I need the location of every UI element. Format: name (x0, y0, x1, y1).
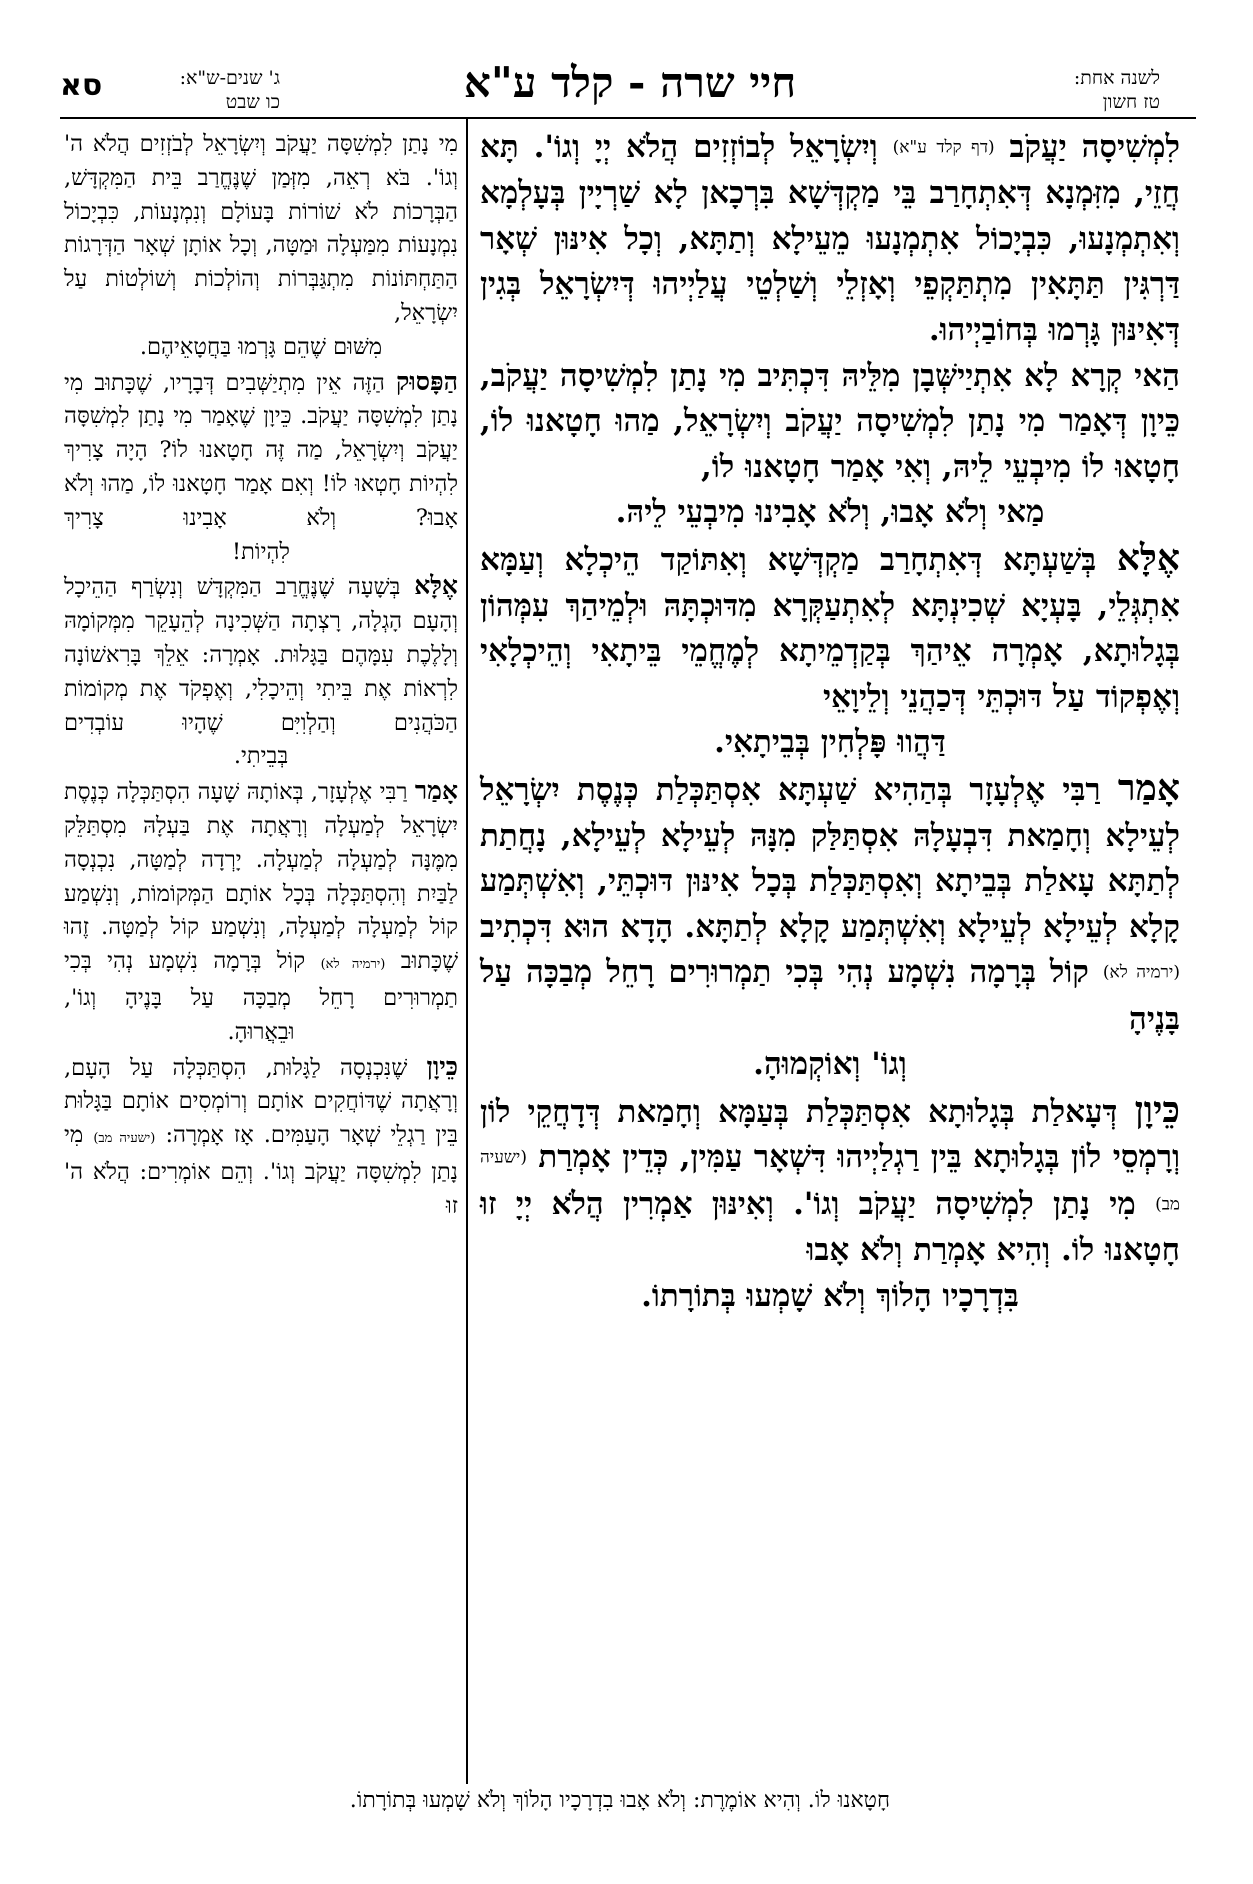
main-p4-end: וְגוֹ' וְאוֹקְמוּהָ. (753, 1046, 907, 1083)
page-title: חיי שרה - קלד ע"א (463, 58, 797, 107)
main-p5-end: בִּדְרָכָיו הָלוֹךְ וְלֹא שָׁמְעוּ בְּתוֹרָתוֹ. (641, 1277, 1019, 1314)
commentary-yirmeyah-reference: (ירמיה לא) (320, 957, 386, 973)
commentary-c4-lead: אָמַר (414, 776, 458, 806)
main-p5-text: דְּעָאלַת בְּגָלוּתָא אִסְתַּכְּלַת בְּעַמָּא וְחָמַאת דְּדָחֲקֵי לוֹן וְרָמְסֵי לוֹן בְּגָלוּתָא בֵּין רַגְלַיְיהוּ דִּשְׁאָר עַמִּין, כְּדֵין אָמְרַת (480, 1093, 1180, 1176)
main-paragraph-2 (480, 354, 1180, 491)
main-paragraph-4 (480, 766, 1180, 1042)
commentary-paragraph-2 (64, 365, 458, 536)
main-p4-lead: אָמַר (1117, 767, 1181, 810)
schedule-right (970, 66, 1160, 114)
schedule-left-line2: כו שבט (225, 91, 280, 113)
main-p3-end: דַּהֲווּ פָּלְחִין בְּבֵיתָאִי. (714, 724, 946, 761)
schedule-left-line1: ג' שנים-ש"א: (179, 67, 280, 89)
commentary-c5-lead: כֵּיוָן (426, 1051, 458, 1081)
schedule-left (140, 66, 280, 114)
commentary-paragraph-4 (64, 774, 458, 1016)
main-p5-lead: כֵּיוָן (1134, 1088, 1180, 1131)
commentary-c1-end: מִשּׁוּם שֶׁהֵם גָּרְמוּ בַּחֲטָאֵיהֶם. (139, 333, 383, 360)
commentary-paragraph-5 (64, 1050, 458, 1224)
commentary-footer-line: חָטָאנוּ לוֹ. וְהִיא אוֹמֶרֶת: וְלֹא אָבוּ בִדְרָכָיו הָלוֹךְ וְלֹא שָׁמְעוּ בְּתוֹרָתוֹ. (349, 1788, 890, 1813)
schedule-right-line2: טז חשון (1102, 91, 1160, 113)
commentary-c4-end: וּבֵאֲרוּהָ. (227, 1018, 295, 1045)
main-p2-end: מַאי וְלֹא אָבוּ, וְלֹא אָבִינוּ מִיבְעֵי לֵיהּ. (615, 494, 1045, 531)
commentary-c1-text: מִי נָתַן לִמְשִׁסָּה יַעֲקֹב וְיִשְׂרָאֵל לְבֹזְזִים הֲלֹא ה' וְגוֹ'. בֹּא רְאֵה, מִזְּמַן שֶׁנֶּחֱרַב בֵּית הַמִּקְדָּשׁ, הַבְּרָכוֹת לֹא שׁוֹרוֹת בָּעוֹלָם וְנִמְנָעוֹת, כִּבְיָכוֹל נִמְנָעוֹת מִמַּעְלָה וּמַטָּה, וְכָל אוֹתָן שְׁאָר הַדְּרָגוֹת הַתַּחְתּוֹנוֹת מִתְגַּבְּרוֹת וְהוֹלְכוֹת וְשׁוֹלְטוֹת עַל יִשְׂרָאֵל, (64, 131, 458, 326)
commentary-paragraph-3 (64, 569, 458, 740)
header-rule (60, 117, 1196, 119)
main-paragraph-1 (480, 125, 1180, 354)
main-paragraph-3 (480, 536, 1180, 720)
main-paragraph-5 (480, 1088, 1180, 1274)
commentary-column (64, 128, 458, 1224)
commentary-c3-lead: אֶלָּא (414, 571, 458, 601)
commentary-c5-quote: מִי נָתַן לִמְשִׁסָּה יַעֲקֹב וְגוֹ'. וְהֵם אוֹמְרִים: הֲלֹא ה' זוּ (64, 1122, 458, 1219)
main-p1-text: וְיִשְׂרָאֵל לְבוֹזְזִים הֲלֹא יְיָ וְגוֹ'. תָּא חֲזֵי, מִזִּמְנָא דְּאִתְחָרַב בֵּי מַקְדְּשָׁא בִּרְכָאן לָא שַׁרְיָין בְּעָלְמָא וְאִתְמְנָעוּ, כִּבְיָכוֹל אִתְמְנָעוּ מֵעֵילָא וְתַתָּא, וְכָל אִינּוּן שְׁאָר דַּרְגִּין תַּתָּאִין מִתְתַּקְפֵי וְאָזְלֵי וְשַׁלְטֵי עֲלַיְיהוּ דְּיִשְׂרָאֵל בְּגִין דְּאִינּוּן גָּרְמוּ בְּחוֹבַיְיהוּ. (480, 129, 1180, 349)
schedule-right-line1: לשנה אחת: (1073, 67, 1160, 89)
commentary-c2-text: הַזֶּה אֵין מִתְיַשְּׁבִים דְּבָרָיו, שֶׁכָּתוּב מִי נָתַן לִמְשִׁסָּה יַעֲקֹב. כֵּיוָן שֶׁאָמַר מִי נָתַן לִמְשִׁסָּה יַעֲקֹב וְיִשְׂרָאֵל, מַה זֶּה חָטָאנוּ לוֹ? הָיָה צָרִיךְ לִהְיוֹת חָטְאוּ לוֹ! וְאִם אָמַר חָטָאנוּ לוֹ, מַהוּ וְלֹא אָבוּ? וְלֹא אָבִינוּ צָרִיךְ (64, 369, 458, 531)
main-p2-text: הַאי קְרָא לָא אִתְיַישְּׁבָן מִלֵּיהּ דִּכְתִּיב מִי נָתַן לִמְשִׁיסָה יַעֲקֹב, כֵּיוָן דְּאָמַר מִי נָתַן לִמְשִׁיסָה יַעֲקֹב וְיִשְׂרָאֵל, מַהוּ חָטָאנוּ לוֹ, חָטָאוּ לוֹ מִיבְעֵי לֵיהּ, וְאִי אָמַר חָטָאנוּ לוֹ, (480, 357, 1180, 485)
commentary-c3-end: בְּבֵיתִי. (233, 743, 289, 770)
column-divider (466, 119, 468, 1784)
commentary-c2-lead: הַפָּסוּק (396, 366, 458, 396)
main-p5-quote: מִי נָתַן לִמְשִׁיסָה יַעֲקֹב וְגוֹ'. וְאִינּוּן אַמְרִין הֲלֹא יְיָ זוּ חָטָאנוּ לוֹ. וְהִיא אָמְרַת וְלֹא אָבוּ (480, 1185, 1180, 1269)
main-p4-quote: קוֹל בְּרָמָה נִשְׁמָע נְהִי בְּכִי תַמְרוּרִים רָחֵל מְבַכָּה עַל בָּנֶיהָ (480, 954, 1180, 1037)
yirmeyah-reference: (ירמיה לא) (1102, 963, 1180, 984)
main-p3-text: בְּשַׁעְתָּא דְּאִתְחָרַב מַקְדְּשָׁא וְאִתּוֹקַד הֵיכְלָא וְעַמָּא אִתְגְּלֵי, בָּעְיָא שְׁכִינְתָּא לְאִתְעַקְּרָא מִדּוּכְתָּהּ וּלְמֵיהַךְ עִמְּהוֹן בְּגָלוּתָא, אָמְרָה אֵיהַךְ בְּקַדְמֵיתָא לְמֶחֱמֵי בֵּיתָאִי וְהֵיכְלָאִי וְאֶפְקוֹד עַל דּוּכְתֵּי דְּכַהֲנֵי וְלֵיוָאֵי (480, 542, 1180, 715)
commentary-c5-text: שֶׁנִּכְנְסָה לַגָּלוּת, הִסְתַּכְּלָה עַל הָעָם, וְרָאֲתָה שֶׁדּוֹחֲקִים אוֹתָם וְרוֹמְסִים אוֹתָם בַּגָּלוּת בֵּין רַגְלֵי שְׁאָר הָעַמִּים. אָז אָמְרָה: (64, 1054, 458, 1149)
main-p1-opening: לִמְשִׁיסָה יַעֲקֹב (1009, 129, 1180, 165)
commentary-c2-end: לִהְיוֹת! (232, 538, 290, 565)
commentary-c3-text: בְּשָׁעָה שֶׁנֶּחֱרַב הַמִּקְדָּשׁ וְנִשְׂרַף הַהֵיכָל וְהָעָם הָגְלָה, רָצְתָה הַשְּׁכִינָה לְהֵעָקֵר מִמְּקוֹמָהּ וְלָלֶכֶת עִמָּהֶם בַּגָּלוּת. אָמְרָה: אֵלֵךְ בָּרִאשׁוֹנָה לִרְאוֹת אֶת בֵּיתִי וְהֵיכָלִי, וְאֶפְקֹד אֶת מְקוֹמוֹת הַכֹּהֲנִים וְהַלְוִיִּם שֶׁהָיוּ עוֹבְדִים (64, 574, 458, 736)
daf-reference: (דף קלד ע"א) (892, 137, 995, 158)
commentary-yeshayah-reference: (ישעיה מב) (93, 1131, 156, 1147)
commentary-c4-quote: קוֹל בְּרָמָה נִשְׁמָע נְהִי בְּכִי תַמְרוּרִים רָחֵל מְבַכָּה עַל בָּנֶיהָ וְגוֹ', (64, 948, 458, 1011)
main-p3-lead: אֶלָּא (1116, 537, 1180, 580)
page-number: סא (60, 68, 103, 103)
yeshayah-reference: (ישעיה מב) (480, 1148, 1180, 1215)
commentary-c4-text: רַבִּי אֶלְעָזָר, בְּאוֹתָהּ שָׁעָה הִסְתַּכְּלָה כְּנֶסֶת יִשְׂרָאֵל לְמַעְלָה וְרָאֲתָה אֶת בַּעְלָהּ מִסְתַּלֵּק מִמֶּנָּה לְמַעְלָה לְמַעְלָה. יָרְדָה לְמַטָּה, נִכְנְסָה לַבַּיִת וְהִסְתַּכְּלָה בְּכָל אוֹתָם הַמְּקוֹמוֹת, וְנִשְׁמַע קוֹל לְמַעְלָה לְמַעְלָה, וְנִשְׁמַע קוֹל לְמַטָּה. זֶהוּ שֶׁכָּתוּב (64, 779, 459, 975)
commentary-paragraph-1 (64, 128, 458, 331)
main-p4-text: רַבִּי אֶלְעָזָר בְּהַהִיא שַׁעְתָּא אִסְתַּכְּלַת כְּנֶסֶת יִשְׂרָאֵל לְעֵילָא וְחָמַאת דִּבְעָלָהּ אִסְתַּלַּק מִנָּהּ לְעֵילָא לְעֵילָא, נָחֲתַת לְתַתָּא עָאלַת בְּבֵיתָא וְאִסְתַּכְּלַת בְּכָל אִינּוּן דּוּכְתֵּי, וְאִשְׁתְּמַע קָלָא לְעֵילָא לְעֵילָא וְאִשְׁתְּמַע קָלָא לְתַתָּא. הָדָא הוּא דִּכְתִיב (480, 772, 1180, 945)
main-text-column (480, 125, 1180, 1319)
